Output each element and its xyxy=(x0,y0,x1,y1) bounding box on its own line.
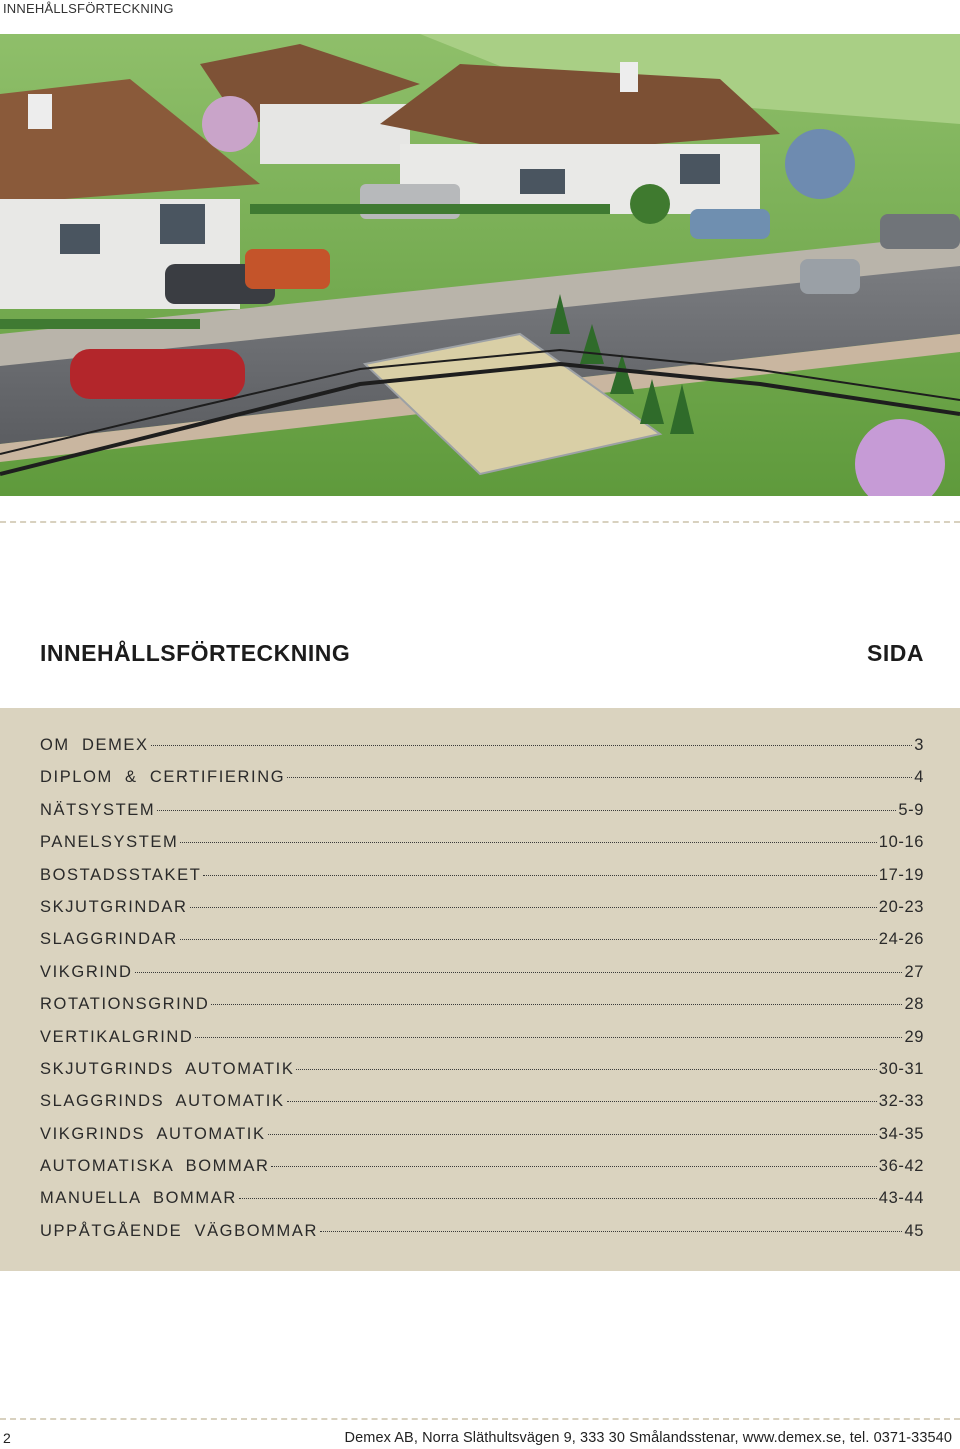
toc-entry-label: ROTATIONSGRIND xyxy=(40,995,210,1014)
toc-leader xyxy=(271,1166,876,1167)
toc-leader xyxy=(203,875,876,876)
toc-entry[interactable] xyxy=(40,1125,924,1157)
divider-bottom xyxy=(0,1418,960,1420)
toc-entry-page: 30-31 xyxy=(878,1059,924,1078)
toc-entry[interactable] xyxy=(40,736,924,768)
toc-entry-label: BOSTADSSTAKET xyxy=(40,865,202,884)
toc-leader xyxy=(151,745,913,746)
toc-entry-label: SLAGGRINDS AUTOMATIK xyxy=(40,1092,285,1111)
toc-entry[interactable] xyxy=(40,1028,924,1060)
toc-entry-label: MANUELLA BOMMAR xyxy=(40,1189,237,1208)
toc-leader xyxy=(195,1037,902,1038)
toc-list xyxy=(40,736,924,1254)
toc-title: INNEHÅLLSFÖRTECKNING xyxy=(40,640,351,666)
toc-leader xyxy=(239,1198,877,1199)
toc-panel xyxy=(0,708,960,1271)
toc-entry-page: 5-9 xyxy=(898,800,924,819)
toc-leader xyxy=(211,1004,902,1005)
footer-company-info: Demex AB, Norra Släthultsvägen 9, 333 30 Smålandsstenar, www.demex.se, tel. 0371-33540 xyxy=(344,1430,952,1446)
toc-entry[interactable] xyxy=(40,963,924,995)
toc-leader xyxy=(287,777,912,778)
toc-leader xyxy=(296,1069,876,1070)
toc-entry-label: SKJUTGRINDAR xyxy=(40,897,188,916)
toc-entry[interactable] xyxy=(40,1092,924,1124)
toc-entry[interactable] xyxy=(40,1060,924,1092)
toc-entry-label: PANELSYSTEM xyxy=(40,833,179,852)
toc-entry[interactable] xyxy=(40,1189,924,1221)
toc-entry-page: 10-16 xyxy=(878,833,924,852)
hero-illustration xyxy=(0,34,960,496)
toc-leader xyxy=(180,939,877,940)
toc-entry[interactable] xyxy=(40,995,924,1027)
toc-leader xyxy=(190,907,877,908)
toc-entry-page: 28 xyxy=(904,995,924,1014)
toc-leader xyxy=(135,972,903,973)
toc-entry[interactable] xyxy=(40,1222,924,1254)
toc-entry-page: 24-26 xyxy=(878,930,924,949)
toc-leader xyxy=(268,1134,877,1135)
toc-entry-page: 36-42 xyxy=(878,1157,924,1176)
toc-entry[interactable] xyxy=(40,898,924,930)
toc-entry[interactable] xyxy=(40,768,924,800)
toc-entry-label: VIKGRINDS AUTOMATIK xyxy=(40,1124,266,1143)
toc-leader xyxy=(320,1231,902,1232)
section-header-label: INNEHÅLLSFÖRTECKNING xyxy=(3,1,174,16)
toc-leader xyxy=(180,842,876,843)
toc-entry-label: NÄTSYSTEM xyxy=(40,800,156,819)
footer-page-number: 2 xyxy=(3,1430,11,1446)
toc-entry-label: SKJUTGRINDS AUTOMATIK xyxy=(40,1059,295,1078)
toc-entry-label: SLAGGRINDAR xyxy=(40,930,178,949)
toc-leader xyxy=(287,1101,877,1102)
toc-entry[interactable] xyxy=(40,1157,924,1189)
toc-entry-page: 32-33 xyxy=(878,1092,924,1111)
toc-entry[interactable] xyxy=(40,866,924,898)
toc-entry-label: VIKGRIND xyxy=(40,962,133,981)
toc-entry-page: 3 xyxy=(914,736,924,754)
toc-entry-page: 27 xyxy=(904,962,924,981)
toc-entry[interactable] xyxy=(40,801,924,833)
toc-entry-label: OM DEMEX xyxy=(40,736,149,754)
toc-entry-label: AUTOMATISKA BOMMAR xyxy=(40,1157,270,1176)
toc-entry-page: 45 xyxy=(904,1221,924,1240)
toc-entry-label: DIPLOM & CERTIFIERING xyxy=(40,768,286,787)
toc-entry[interactable] xyxy=(40,833,924,865)
toc-entry-label: VERTIKALGRIND xyxy=(40,1027,194,1046)
toc-entry-page: 20-23 xyxy=(878,897,924,916)
toc-entry[interactable] xyxy=(40,930,924,962)
toc-leader xyxy=(157,810,896,811)
toc-entry-page: 43-44 xyxy=(878,1189,924,1208)
toc-entry-label: UPPÅTGÅENDE VÄGBOMMAR xyxy=(40,1221,318,1240)
toc-entry-page: 34-35 xyxy=(878,1124,924,1143)
divider-top xyxy=(0,521,960,523)
toc-entry-page: 29 xyxy=(904,1027,924,1046)
toc-entry-page: 17-19 xyxy=(878,865,924,884)
toc-page-column-label: SIDA xyxy=(867,640,924,666)
toc-entry-page: 4 xyxy=(914,768,924,787)
